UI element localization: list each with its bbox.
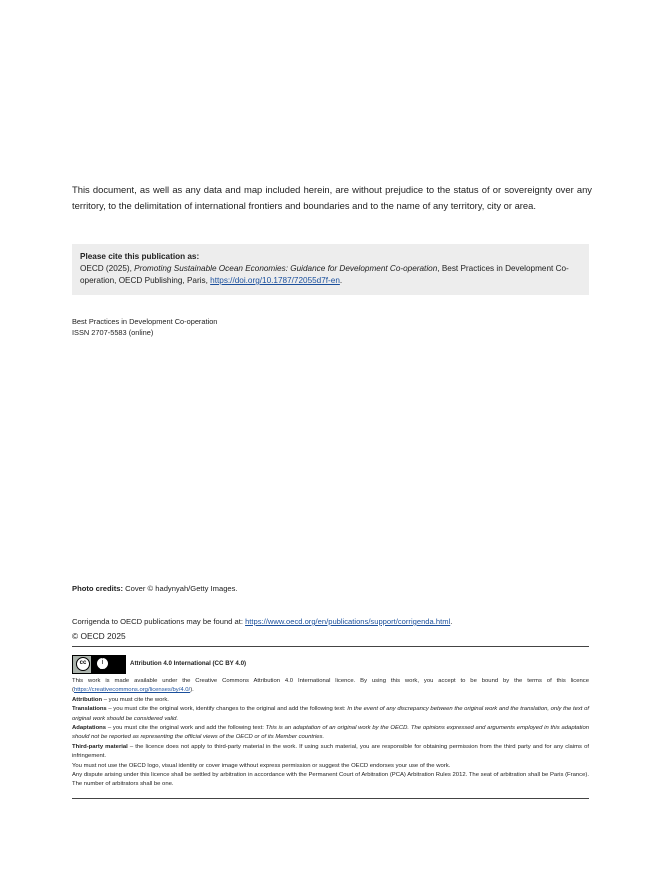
corrigenda-end: . [450,617,453,626]
adaptations-clause [72,724,589,743]
top-divider [72,646,589,647]
series-info [72,316,217,338]
copyright: © OECD 2025 [72,631,126,641]
licence-link[interactable]: https://creativecommons.org/licenses/by/4.0/ [73,687,191,694]
disclaimer-text: This document, as well as any data and map included herein, are without prejudice to the status of or sovereignty over any territory, to the delimitation of international frontiers and boundaries and to the name of any territory, city or area. [72,184,592,211]
attribution-text: – you must cite the work. [102,696,169,703]
corrigenda-line [72,617,452,626]
citation-suffix: , Best Practices in Development Co-operation, OECD Publishing, Paris, [80,264,569,285]
third-party-text: – the licence does not apply to third-party material in the work. If using such material, you are responsible for obtaining permission from the third party and for any claims of infringement. [72,743,589,760]
adaptations-text: – you must cite the original work and add the following text: [106,725,266,732]
bottom-divider [72,798,589,799]
citation-end: . [339,276,343,285]
licence-intro [72,677,589,696]
corrigenda-text: Corrigenda to OECD publications may be found at: [72,617,246,626]
licence-block [72,654,589,790]
logo-clause: You must not use the OECD logo, visual identity or cover image without express permission or suggest the OECD endorses your use of the work. [72,762,451,769]
citation-title: Promoting Sustainable Ocean Economies: Guidance for Development Co-operation [134,264,438,273]
cc-by-badge-icon [72,655,126,674]
doi-link[interactable]: https://doi.org/10.1787/72055d7f-en [210,276,340,285]
cc-circle-icon: cc [76,657,90,671]
corrigenda-link[interactable]: https://www.oecd.org/en/publications/support/corrigenda.html [245,617,451,626]
badge-by-text: BY [100,665,106,671]
series-name: Best Practices in Development Co-operation [72,317,218,326]
licence-name: Attribution 4.0 International (CC BY 4.0) [130,660,247,668]
attribution-label: Attribution [72,696,103,703]
citation-text [80,263,581,287]
citation-box [72,244,589,295]
translations-italic: In the event of any discrepancy between the original work and the translation, only the text of original work should be considered valid. [72,706,589,722]
attribution-clause [72,696,589,705]
photo-credits-label: Photo credits: [72,584,124,593]
photo-credits-text: Cover © hadynyah/Getty Images. [123,584,238,593]
series-issn: ISSN 2707-5583 (online) [72,328,154,337]
translations-text: – you must cite the original work, identify changes to the original and add the following text: [106,706,348,713]
photo-credits [72,584,238,593]
licence-header [72,654,589,674]
translations-label: Translations [72,706,107,713]
licence-intro-text: This work is made available under the Creative Commons Attribution 4.0 International licence. By using this work, you accept to be bound by the terms of this licence ( [72,678,589,694]
licence-intro-end: ). [190,687,194,694]
person-icon: i [96,657,109,670]
citation-prefix: OECD (2025), [80,264,135,273]
citation-heading: Please cite this publication as: [80,252,200,261]
dispute-clause: Any dispute arising under this licence shall be settled by arbitration in accordance with the Permanent Court of Arbitration (PCA) Arbitration Rules 2012. The seat of arbitration shall be Paris (France). The number of arbitrators shall be one. [72,772,589,788]
third-party-clause [72,743,589,762]
third-party-label: Third-party material [72,743,128,750]
adaptations-label: Adaptations [72,725,107,732]
adaptations-italic: This is an adaptation of an original work by the OECD. The opinions expressed and arguments employed in this adaptation should not be reported as representing the official views of the OECD or of its Member countries. [72,725,590,741]
translations-clause [72,705,589,724]
